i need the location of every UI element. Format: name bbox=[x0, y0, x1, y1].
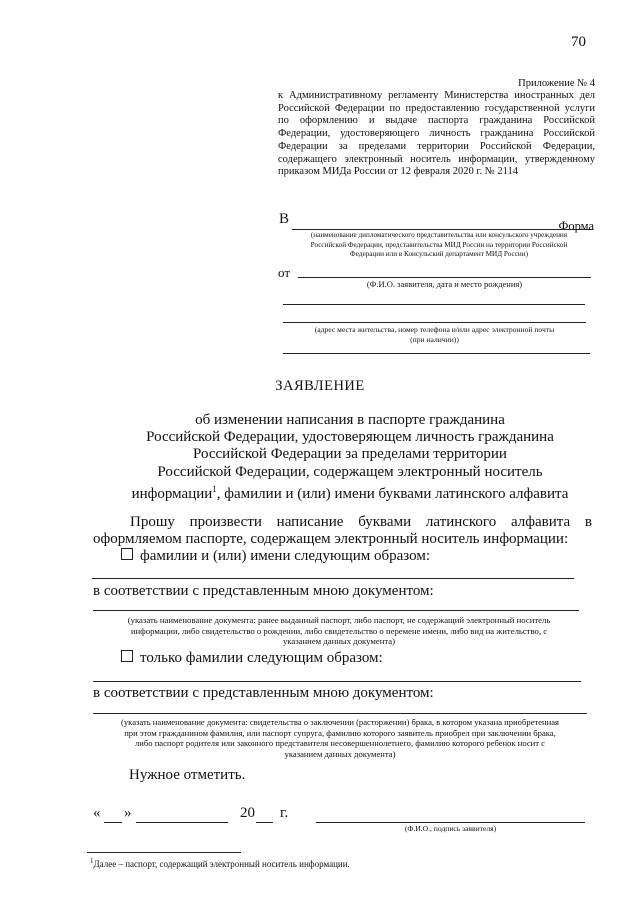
signature-line[interactable] bbox=[316, 822, 585, 823]
appendix-line: содержащего электронный носитель информации, утвержденному bbox=[278, 153, 595, 165]
appendix-line: Российской Федерации по предоставлению государственной услуги bbox=[278, 102, 595, 114]
option1-document-line[interactable] bbox=[93, 610, 579, 611]
date-day-line[interactable] bbox=[104, 822, 122, 823]
appendix-title: Приложение № 4 bbox=[518, 78, 595, 89]
appendix-reference bbox=[278, 90, 595, 179]
address-caption: (адрес места жительства, номер телефона и/или адрес электронной почты (при наличии)) bbox=[314, 325, 555, 344]
recipient-caption: (наименование дипломатического представительства или консульского учреждения Российской Федерации, представительства МИД России на территории Российской Федерации или в Консульский департамент МИД России) bbox=[310, 231, 568, 258]
address-field-line[interactable] bbox=[283, 322, 586, 323]
option1-according: в соответствии с представленным мною документом: bbox=[93, 583, 434, 599]
option2-note: (указать наименование документа: свидетельства о заключении (расторжении) брака, в котором указана приобретенная при этом гражданином фамилия, или паспорт супруга, фамилию которого заявитель приобрел при заключении брака, либо паспорт родителя или законного представителя несовершеннолетнего, фамилию которого ребенок носит с указанием данных документа) bbox=[120, 717, 559, 760]
option2-value-line[interactable] bbox=[93, 681, 581, 682]
option1-note: (указать наименование документа: ранее выданный паспорт, либо паспорт, не содержащий электронный носитель информации, либо свидетельство о рождении, либо свидетельство о перемене имени, либо вид на жительство, с указанием данных документа) bbox=[127, 615, 551, 647]
option2-according: в соответствии с представленным мною документом: bbox=[93, 685, 434, 701]
option-label: только фамилии следующим образом: bbox=[140, 650, 383, 666]
footnote-reference: 1 bbox=[212, 483, 217, 494]
option2-document-line[interactable] bbox=[93, 713, 587, 714]
mark-required-note: Нужное отметить. bbox=[129, 767, 246, 783]
appendix-line: приказом МИДа России от 12 февраля 2020 г. № 2114 bbox=[278, 166, 518, 178]
applicant-extra-line[interactable] bbox=[283, 304, 585, 305]
date-year-line[interactable] bbox=[256, 822, 273, 823]
applicant-caption: (Ф.И.О. заявителя, дата и место рождения) bbox=[366, 279, 523, 289]
to-prefix: В bbox=[279, 211, 290, 227]
applicant-field-line[interactable] bbox=[298, 277, 591, 278]
appendix-line: по оформлению и выдаче паспорта гражданина Российской bbox=[278, 115, 595, 127]
footnote: $^1$Далее – паспорт, содержащий электронный носитель информации. bbox=[90, 857, 350, 869]
date-year-suffix: г. bbox=[280, 805, 289, 821]
option1-value-line[interactable] bbox=[92, 578, 574, 579]
checkbox-surname-only[interactable] bbox=[121, 650, 133, 662]
request-text: Прошу произвести написание буквами латинского алфавита в оформляемом паспорте, содержащем электронный носитель информации: bbox=[93, 514, 592, 547]
document-subject: об изменении написания в паспорте гражданина Российской Федерации, удостоверяющем личность гражданина Российской Федерации за пределами территории Российской Федерации, содержащем электронный носитель информации$^1$, фамилии и (или) имени буквами латинского алфавита bbox=[131, 412, 569, 502]
from-prefix: от bbox=[278, 265, 291, 280]
checkbox-surname-and-name[interactable] bbox=[121, 548, 133, 560]
form-label: Форма bbox=[558, 219, 594, 233]
address-extra-line[interactable] bbox=[283, 353, 590, 354]
option-surname-and-name bbox=[121, 548, 430, 565]
option-surname-only bbox=[121, 650, 383, 667]
signature-caption: (Ф.И.О., подпись заявителя) bbox=[404, 824, 497, 833]
date-quote-close: » bbox=[124, 805, 132, 821]
recipient-field-line[interactable] bbox=[292, 229, 593, 230]
date-month-line[interactable] bbox=[136, 822, 228, 823]
option-label: фамилии и (или) имени следующим образом: bbox=[140, 548, 430, 564]
appendix-line: Федерации, удостоверяющего личность гражданина Российской bbox=[278, 128, 595, 140]
footnote-separator bbox=[87, 852, 241, 853]
page-number: 70 bbox=[571, 34, 586, 50]
appendix-line: Федерации за пределами территории Российской Федерации, bbox=[278, 140, 595, 152]
date-year-prefix: 20 bbox=[240, 805, 255, 821]
date-quote-open: « bbox=[93, 805, 101, 821]
appendix-line: к Административному регламенту Министерства иностранных дел bbox=[278, 90, 595, 101]
document-title: ЗАЯВЛЕНИЕ bbox=[275, 378, 365, 394]
